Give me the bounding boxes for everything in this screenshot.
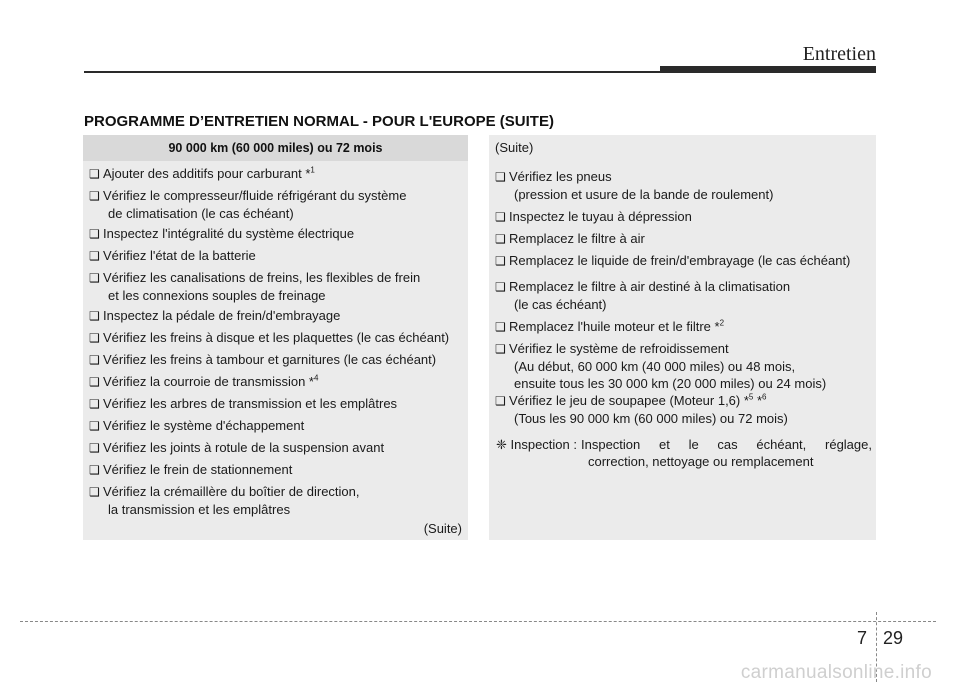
checkbox-icon: ❑ <box>495 394 506 408</box>
right_panel-checklist-item <box>495 278 790 313</box>
footnote-marker: 2 <box>719 318 725 328</box>
left_panel-checklist-item <box>89 351 436 369</box>
checkbox-icon: ❑ <box>495 280 506 294</box>
item-text-continuation: de climatisation (le cas échéant) <box>108 206 294 221</box>
item-text: Vérifiez les arbres de transmission et les emplâtres <box>103 396 398 411</box>
left-panel <box>83 135 468 540</box>
section-title: PROGRAMME D’ENTRETIEN NORMAL - POUR L'EUROPE (SUITE) <box>84 113 554 130</box>
right_panel-checklist-item <box>495 252 850 270</box>
chapter-title: Entretien <box>802 43 876 65</box>
left_panel-checklist-item <box>89 461 292 479</box>
suite-label-top: (Suite) <box>495 140 534 155</box>
header-rule-thick <box>660 66 876 73</box>
item-text-continuation: (pression et usure de la bande de roulement) <box>514 187 774 202</box>
checkbox-icon: ❑ <box>495 320 506 334</box>
suite-label-bottom: (Suite) <box>423 521 462 536</box>
item-text: Vérifiez le compresseur/fluide réfrigérant du système <box>103 188 407 203</box>
item-text: Vérifiez la courroie de transmission * <box>103 374 314 389</box>
item-text: Vérifiez les canalisations de freins, les flexibles de frein <box>103 270 421 285</box>
item-text: Ajouter des additifs pour carburant * <box>103 166 311 181</box>
header-rule-thin <box>84 71 674 73</box>
item-text: Vérifiez les joints à rotule de la suspension avant <box>103 440 385 455</box>
item-text-continuation: et les connexions souples de freinage <box>108 288 326 303</box>
item-text: Vérifiez le jeu de soupapee (Moteur 1,6) * <box>509 393 749 408</box>
item-text: Remplacez l'huile moteur et le filtre * <box>509 319 720 334</box>
item-text: Remplacez le liquide de frein/d'embrayage (le cas échéant) <box>509 253 851 268</box>
note-label: ❈ Inspection : <box>496 437 577 452</box>
checkbox-icon: ❑ <box>495 232 506 246</box>
left_panel-checklist-item <box>89 165 315 183</box>
item-text-continuation: (Tous les 90 000 km (60 000 miles) ou 72 mois) <box>514 411 788 426</box>
item-text: Remplacez le filtre à air <box>509 231 645 246</box>
chapter-number: 7 <box>857 628 868 648</box>
item-text-continuation: (le cas échéant) <box>514 297 607 312</box>
checkbox-icon: ❑ <box>89 331 100 345</box>
checkbox-icon: ❑ <box>89 227 100 241</box>
left_panel-checklist-item <box>89 269 420 304</box>
item-text: Remplacez le filtre à air destiné à la climatisation <box>509 279 791 294</box>
left_panel-checklist-item <box>89 307 340 325</box>
checkbox-icon: ❑ <box>89 309 100 323</box>
checkbox-icon: ❑ <box>495 342 506 356</box>
checkbox-icon: ❑ <box>89 419 100 433</box>
checkbox-icon: ❑ <box>495 210 506 224</box>
watermark: carmanualsonline.info <box>740 662 932 683</box>
right_panel-checklist-item <box>495 340 826 392</box>
checkbox-icon: ❑ <box>495 254 506 268</box>
right_panel-checklist-item <box>495 168 773 203</box>
item-text: Inspectez l'intégralité du système électrique <box>103 226 355 241</box>
item-text: Vérifiez l'état de la batterie <box>103 248 256 263</box>
checkbox-icon: ❑ <box>89 249 100 263</box>
item-text: Vérifiez le système de refroidissement <box>509 341 729 356</box>
checkbox-icon: ❑ <box>89 353 100 367</box>
left_panel-checklist-item <box>89 247 256 265</box>
item-text: Inspectez la pédale de frein/d'embrayage <box>103 308 341 323</box>
right_panel-checklist-item <box>495 392 788 427</box>
checkbox-icon: ❑ <box>495 170 506 184</box>
checkbox-icon: ❑ <box>89 271 100 285</box>
right_panel-checklist-item <box>495 208 692 226</box>
left_panel-checklist-item <box>89 225 354 243</box>
checkbox-icon: ❑ <box>89 375 100 389</box>
item-text: Vérifiez le frein de stationnement <box>103 462 293 477</box>
checkbox-icon: ❑ <box>89 463 100 477</box>
page-number: 29 <box>883 628 904 648</box>
checkbox-icon: ❑ <box>89 189 100 203</box>
item-text-continuation: la transmission et les emplâtres <box>108 502 291 517</box>
item-text-continuation: ensuite tous les 30 000 km (20 000 miles) ou 24 mois) <box>514 376 827 391</box>
left_panel-checklist-item <box>89 439 384 457</box>
interval-header: 90 000 km (60 000 miles) ou 72 mois <box>83 135 468 161</box>
checkbox-icon: ❑ <box>89 441 100 455</box>
item-text: Vérifiez la crémaillère du boîtier de direction, <box>103 484 360 499</box>
left_panel-checklist-item <box>89 417 304 435</box>
footnote-marker: 4 <box>313 373 319 383</box>
checkbox-icon: ❑ <box>89 167 100 181</box>
left_panel-checklist-item <box>89 483 360 518</box>
checkbox-icon: ❑ <box>89 397 100 411</box>
left_panel-checklist-item <box>89 373 318 391</box>
item-text: Vérifiez les freins à tambour et garnitures (le cas échéant) <box>103 352 437 367</box>
footnote-marker: 5 <box>748 392 754 402</box>
item-text: Vérifiez les pneus <box>509 169 612 184</box>
inspection-note <box>496 436 872 470</box>
footnote-marker: 1 <box>310 165 315 175</box>
left_panel-checklist-item <box>89 395 397 413</box>
right_panel-checklist-item <box>495 230 645 248</box>
left_panel-checklist-item <box>89 329 449 347</box>
note-text-cont: correction, nettoyage ou remplacement <box>588 454 814 469</box>
item-text-continuation: (Au début, 60 000 km (40 000 miles) ou 48 mois, <box>514 359 796 374</box>
checkbox-icon: ❑ <box>89 485 100 499</box>
item-text-extra: * <box>753 393 763 408</box>
item-text: Inspectez le tuyau à dépression <box>509 209 692 224</box>
footnote-marker: 6 <box>762 392 767 402</box>
left_panel-checklist-item <box>89 187 406 222</box>
right-panel <box>489 135 876 540</box>
note-text: Inspection et le cas échéant, réglage, <box>581 437 872 452</box>
footer-dash-line <box>20 621 936 622</box>
right_panel-checklist-item <box>495 318 724 336</box>
item-text: Vérifiez le système d'échappement <box>103 418 305 433</box>
item-text: Vérifiez les freins à disque et les plaquettes (le cas échéant) <box>103 330 450 345</box>
